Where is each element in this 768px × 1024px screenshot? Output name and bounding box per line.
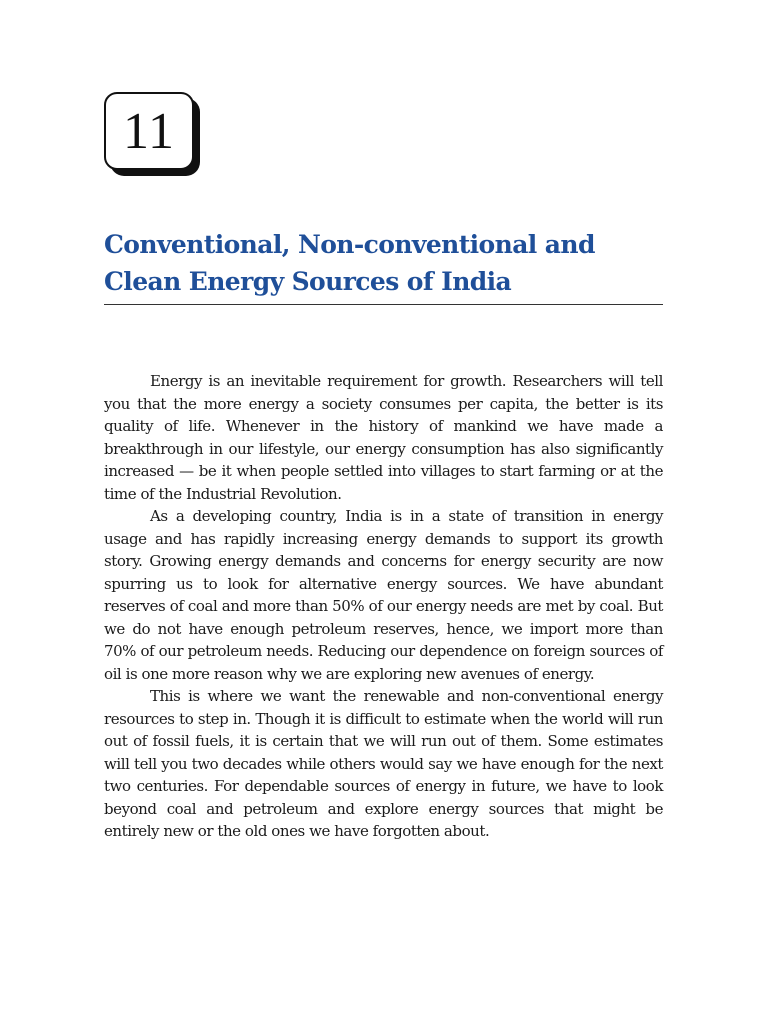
chapter-number-badge [104, 92, 206, 182]
paragraph-3: This is where we want the renewable and non-conventional energy resources to step in. Though it is difficult to estimate when the world will run out of fossil fuels, it is certain that we will run out of them. Some estimates will tell you two decades while others would say we have enough for the next two centuries. For dependable sources of energy in future, we have to look beyond coal and petroleum and explore energy sources that might be entirely new or the old ones we have forgotten about. [104, 687, 663, 840]
chapter-title: Conventional, Non-conventional and Clean Energy Sources of India [104, 230, 595, 296]
paragraph-2: As a developing country, India is in a state of transition in energy usage and has rapidly increasing energy demands to support its growth story. Growing energy demands and concerns for energy security are now spurring us to look for alternative energy sources. We have abundant reserves of coal and more than 50% of our energy needs are met by coal. But we do not have enough petroleum reserves, hence, we import more than 70% of our petroleum needs. Reducing our dependence on foreign sources of oil is one more reason why we are exploring new avenues of energy. [104, 507, 663, 683]
chapter-body [104, 370, 663, 843]
paragraph-1: Energy is an inevitable requirement for growth. Researchers will tell you that the more energy a society consumes per capita, the better is its quality of life. Whenever in the history of mankind we have made a breakthrough in our lifestyle, our energy consumption has also significantly increased — be it when people settled into villages to start farming or at the time of the Industrial Revolution. [104, 372, 663, 503]
chapter-number: 11 [104, 92, 194, 170]
title-divider [104, 304, 663, 305]
